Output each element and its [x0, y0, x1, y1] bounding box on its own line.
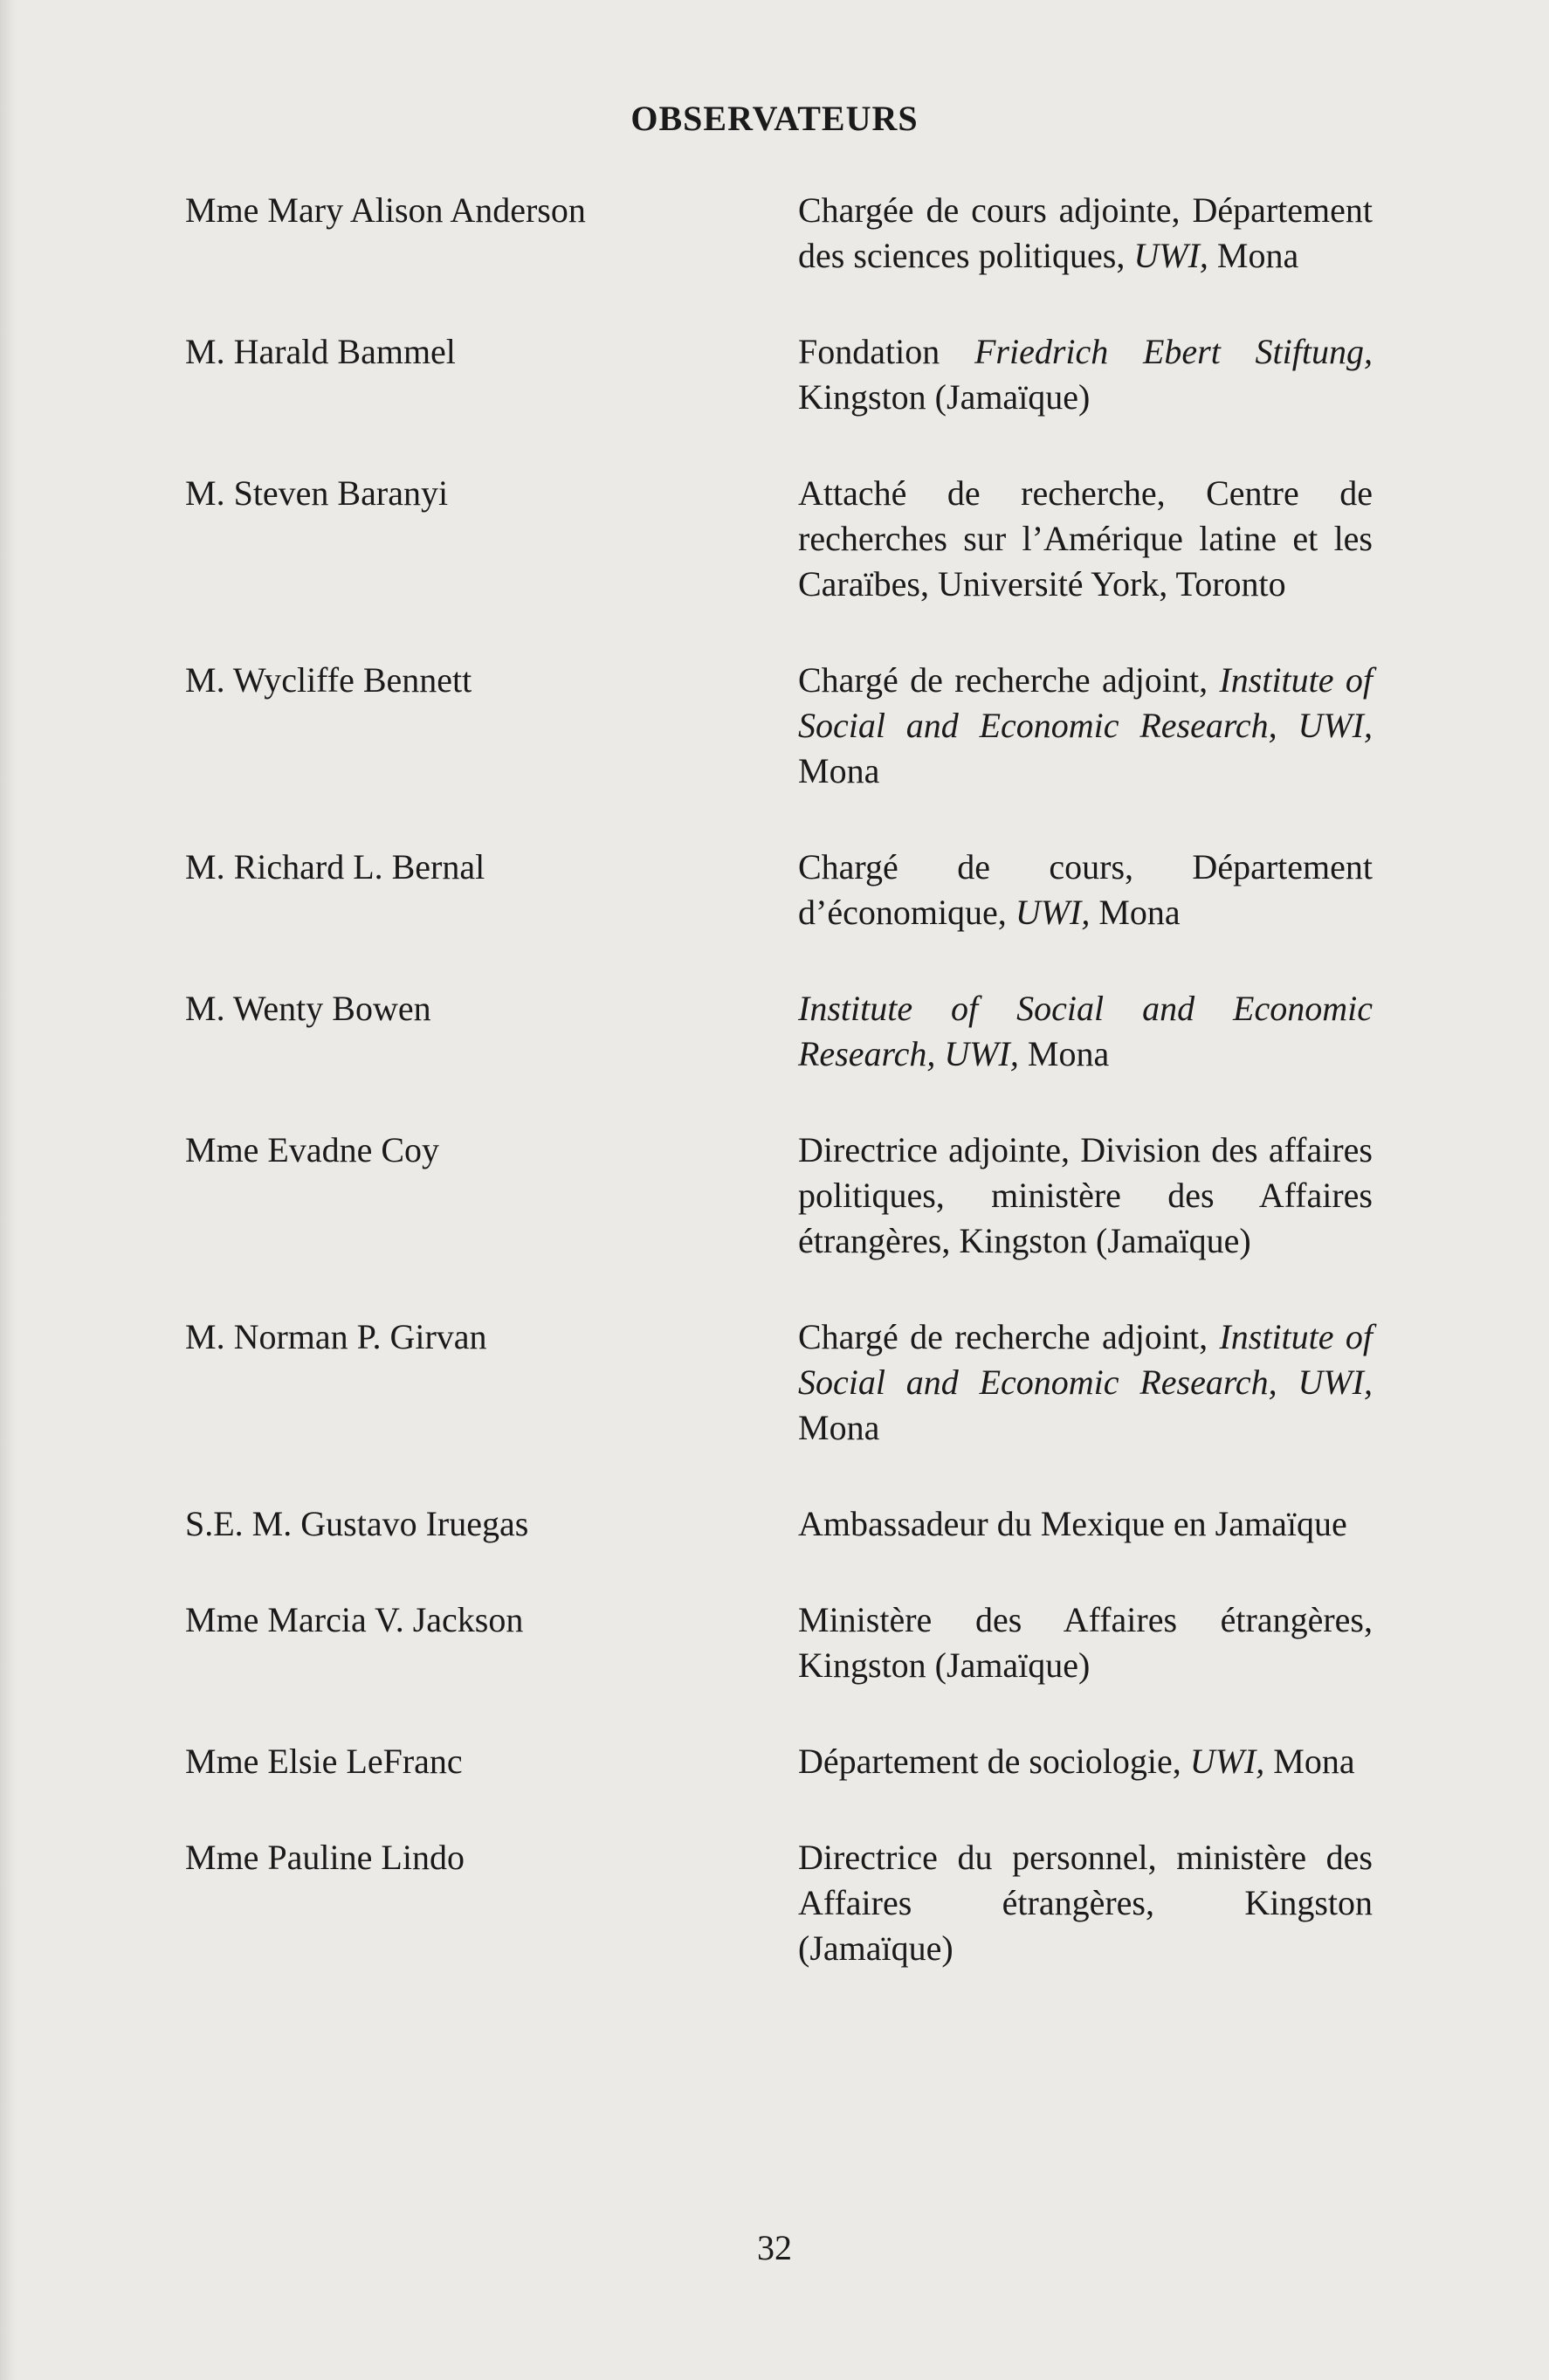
affiliation-text: Institute of Social and Economic Research, UWI, [798, 1317, 1373, 1402]
observer-affiliation [798, 188, 1373, 279]
affiliation-text: Mona [798, 1408, 880, 1447]
observers-list [185, 188, 1373, 1971]
affiliation-text: Chargé de recherche adjoint, [798, 1317, 1220, 1356]
observer-name: Mme Elsie LeFranc [185, 1742, 463, 1781]
observer-affiliation [798, 1501, 1373, 1547]
affiliation-text: Ministère des Affaires étrangères, Kingston (Jamaïque) [798, 1600, 1373, 1685]
page-title: OBSERVATEURS [630, 99, 919, 138]
observer-name: M. Norman P. Girvan [185, 1317, 487, 1356]
observer-affiliation [798, 986, 1373, 1077]
affiliation-text: Département de sociologie, [798, 1742, 1190, 1781]
observer-affiliation [798, 1597, 1373, 1688]
affiliation-text: Fondation [798, 332, 974, 371]
affiliation-text: Chargé de cours, Département d’économique, [798, 847, 1373, 932]
affiliation-text: Directrice adjointe, Division des affaires politiques, ministère des Affaires étrangères, Kingston (Jamaïque) [798, 1130, 1373, 1260]
observer-name: M. Wycliffe Bennett [185, 660, 472, 700]
observer-name: M. Harald Bammel [185, 332, 456, 371]
affiliation-text: Attaché de recherche, Centre de recherches sur l’Amérique latine et les Caraïbes, Université York, Toronto [798, 473, 1373, 604]
observer-entry [185, 471, 1373, 607]
observer-affiliation [798, 658, 1373, 794]
affiliation-text: Chargée de cours adjointe, Département des sciences politiques, [798, 190, 1373, 275]
affiliation-text: UWI, [1189, 1742, 1265, 1781]
affiliation-text: Friedrich Ebert Stiftung, [974, 332, 1373, 371]
affiliation-text: Mona [798, 751, 880, 790]
affiliation-text: Mona [1208, 236, 1299, 275]
observer-entry [185, 1501, 1373, 1547]
observer-entry [185, 658, 1373, 794]
observer-affiliation [798, 1739, 1373, 1784]
observer-affiliation [798, 845, 1373, 935]
observer-name: M. Richard L. Bernal [185, 847, 485, 886]
observer-name: Mme Marcia V. Jackson [185, 1600, 524, 1639]
affiliation-text: UWI, [1015, 893, 1091, 932]
affiliation-text: Mona [1264, 1742, 1355, 1781]
observer-affiliation [798, 471, 1373, 607]
page-number: 32 [757, 2228, 792, 2267]
affiliation-text: Mona [1018, 1034, 1110, 1073]
observer-affiliation [798, 1835, 1373, 1971]
observer-entry [185, 1128, 1373, 1264]
affiliation-text: Directrice du personnel, ministère des Affaires étrangères, Kingston (Jamaïque) [798, 1838, 1373, 1968]
affiliation-text: Institute of Social and Economic Research, UWI, [798, 989, 1373, 1073]
affiliation-text: Mona [1090, 893, 1181, 932]
affiliation-text: Chargé de recherche adjoint, [798, 660, 1220, 700]
affiliation-text: Institute of Social and Economic Research, UWI, [798, 660, 1373, 745]
observer-name: Mme Pauline Lindo [185, 1838, 465, 1877]
observer-entry [185, 329, 1373, 420]
observer-name: S.E. M. Gustavo Iruegas [185, 1504, 529, 1543]
observer-name: M. Steven Baranyi [185, 473, 449, 513]
observer-affiliation [798, 1314, 1373, 1451]
observer-affiliation [798, 1128, 1373, 1264]
observer-entry [185, 1835, 1373, 1971]
affiliation-text: Ambassadeur du Mexique en Jamaïque [798, 1504, 1347, 1543]
page-edge [0, 0, 16, 2380]
observer-entry [185, 986, 1373, 1077]
observer-entry [185, 1597, 1373, 1688]
observer-entry [185, 188, 1373, 279]
affiliation-text: Kingston (Jamaïque) [798, 377, 1091, 417]
observer-name: Mme Mary Alison Anderson [185, 190, 586, 230]
observer-name: Mme Evadne Coy [185, 1130, 440, 1169]
observer-entry [185, 1314, 1373, 1451]
observer-name: M. Wenty Bowen [185, 989, 431, 1028]
observer-entry [185, 845, 1373, 935]
observer-affiliation [798, 329, 1373, 420]
observer-entry [185, 1739, 1373, 1784]
affiliation-text: UWI, [1133, 236, 1208, 275]
